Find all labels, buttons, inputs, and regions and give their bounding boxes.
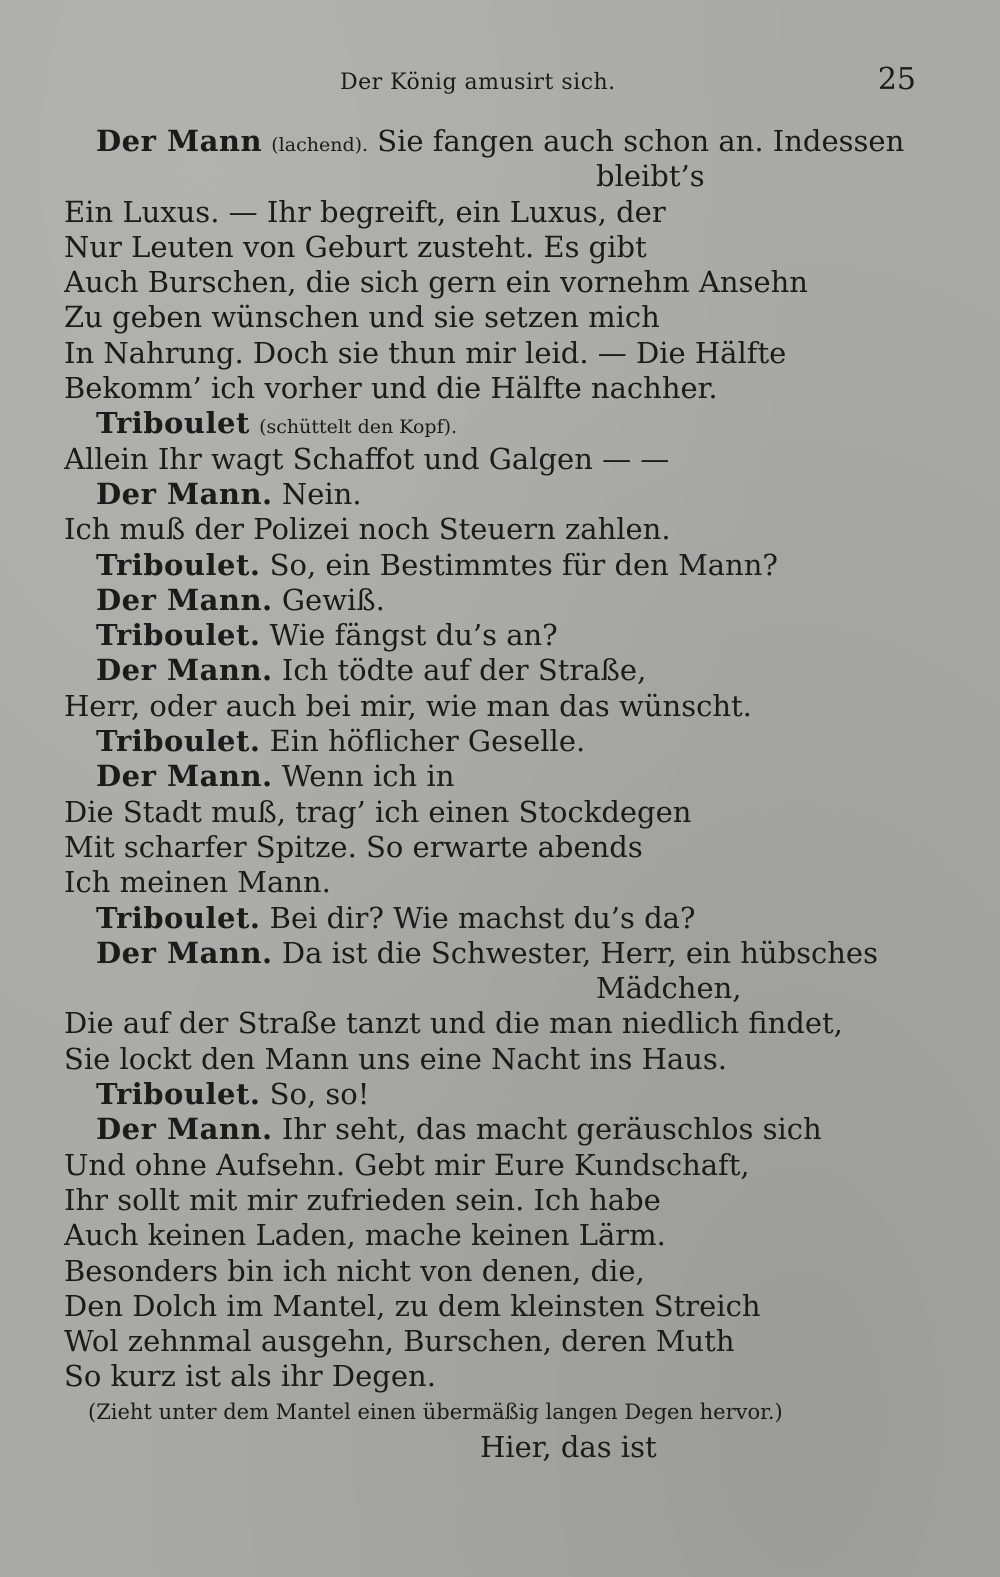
speaker-name: Triboulet. bbox=[96, 547, 261, 582]
verse-text: Mit scharfer Spitze. So erwarte abends bbox=[64, 829, 643, 864]
text-line bbox=[64, 371, 924, 406]
verse-text: (Zieht unter dem Mantel einen übermäßig langen Degen hervor.) bbox=[88, 1399, 783, 1424]
text-line bbox=[64, 1042, 924, 1077]
text-line bbox=[64, 1289, 924, 1324]
text-line bbox=[64, 1183, 924, 1218]
text-line bbox=[64, 1218, 924, 1253]
verse-text: Gewiß. bbox=[281, 582, 385, 617]
verse-text: So, so! bbox=[269, 1077, 370, 1112]
verse-text: Besonders bin ich nicht von denen, die, bbox=[64, 1253, 645, 1288]
text-line bbox=[64, 548, 924, 583]
text-line bbox=[64, 689, 924, 724]
text-line bbox=[64, 230, 924, 265]
verse-text: Bekomm’ ich vorher und die Hälfte nachher. bbox=[64, 371, 718, 406]
speaker-name: Triboulet. bbox=[96, 618, 261, 653]
text-line bbox=[64, 336, 924, 371]
text-line bbox=[64, 583, 924, 618]
verse-text: Nein. bbox=[281, 476, 362, 511]
text-line bbox=[64, 1148, 924, 1183]
speaker-name: Der Mann. bbox=[96, 1112, 273, 1147]
text-line bbox=[64, 830, 924, 865]
text-line bbox=[64, 477, 924, 512]
verse-text: Die auf der Straße tanzt und die man niedlich findet, bbox=[64, 1006, 843, 1041]
stage-direction-line bbox=[64, 1395, 924, 1430]
verse-text: Die Stadt muß, trag’ ich einen Stockdegen bbox=[64, 794, 692, 829]
verse-text: Wenn ich in bbox=[281, 759, 455, 794]
speaker-name: Triboulet. bbox=[96, 1077, 261, 1112]
page-header bbox=[0, 62, 1000, 102]
text-line bbox=[64, 265, 924, 300]
text-line bbox=[64, 1254, 924, 1289]
verse-text: Ich tödte auf der Straße, bbox=[281, 653, 647, 688]
text-line bbox=[64, 1359, 924, 1394]
text-line bbox=[64, 124, 924, 159]
speaker-name: Der Mann. bbox=[96, 476, 273, 511]
verse-text: Auch Burschen, die sich gern ein vornehm Ansehn bbox=[64, 265, 808, 300]
verse-text: Bei dir? Wie machst du’s da? bbox=[269, 900, 696, 935]
verse-text: Herr, oder auch bei mir, wie man das wünscht. bbox=[64, 688, 752, 723]
verse-text: Nur Leuten von Geburt zusteht. Es gibt bbox=[64, 229, 647, 264]
text-line bbox=[64, 159, 924, 194]
text-line bbox=[64, 795, 924, 830]
verse-text: bleibt’s bbox=[596, 159, 705, 194]
speaker-name: Der Mann. bbox=[96, 759, 273, 794]
text-line bbox=[64, 653, 924, 688]
text-line bbox=[64, 300, 924, 335]
text-line bbox=[64, 1077, 924, 1112]
page-number: 25 bbox=[877, 62, 916, 97]
play-text bbox=[64, 124, 924, 1465]
stage-direction: (lachend). bbox=[271, 134, 369, 156]
speaker-name: Triboulet. bbox=[96, 724, 261, 759]
speaker-name: Der Mann bbox=[96, 124, 263, 158]
verse-text: Ein höflicher Geselle. bbox=[269, 724, 586, 759]
speaker-name: Der Mann. bbox=[96, 582, 273, 617]
text-line bbox=[64, 724, 924, 759]
verse-text: In Nahrung. Doch sie thun mir leid. — Die Hälfte bbox=[64, 335, 787, 370]
speaker-name: Der Mann. bbox=[96, 935, 273, 970]
text-line bbox=[64, 1430, 924, 1465]
verse-text: Mädchen, bbox=[596, 971, 742, 1006]
verse-text: Sie lockt den Mann uns eine Nacht ins Haus. bbox=[64, 1041, 727, 1076]
text-line bbox=[64, 512, 924, 547]
text-line bbox=[64, 936, 924, 971]
speaker-name: Triboulet bbox=[96, 406, 250, 441]
verse-text: Ihr sollt mit mir zufrieden sein. Ich habe bbox=[64, 1182, 661, 1217]
text-line bbox=[64, 1324, 924, 1359]
text-line bbox=[64, 1112, 924, 1147]
text-line bbox=[64, 1006, 924, 1041]
text-line bbox=[64, 442, 924, 477]
text-line bbox=[64, 865, 924, 900]
verse-text: Zu geben wünschen und sie setzen mich bbox=[64, 300, 660, 335]
verse-text: Da ist die Schwester, Herr, ein hübsches bbox=[281, 935, 878, 970]
verse-text: Hier, das ist bbox=[480, 1429, 657, 1464]
verse-text: Ich muß der Polizei noch Steuern zahlen. bbox=[64, 512, 671, 547]
text-line bbox=[64, 971, 924, 1006]
verse-text: So kurz ist als ihr Degen. bbox=[64, 1359, 436, 1394]
speaker-name: Triboulet. bbox=[96, 900, 261, 935]
stage-direction: (schüttelt den Kopf). bbox=[259, 416, 458, 439]
verse-text: So, ein Bestimmtes für den Mann? bbox=[269, 547, 778, 582]
running-title: Der König amusirt sich. bbox=[340, 70, 616, 95]
speaker-name: Der Mann. bbox=[96, 653, 273, 688]
text-line bbox=[64, 901, 924, 936]
text-line bbox=[64, 618, 924, 653]
verse-text: Allein Ihr wagt Schaffot und Galgen — — bbox=[64, 441, 670, 476]
text-line bbox=[64, 195, 924, 230]
verse-text: Und ohne Aufsehn. Gebt mir Eure Kundschaft, bbox=[64, 1147, 750, 1182]
verse-text: Ihr seht, das macht geräuschlos sich bbox=[281, 1112, 822, 1147]
verse-text: Den Dolch im Mantel, zu dem kleinsten Streich bbox=[64, 1288, 761, 1323]
text-line bbox=[64, 759, 924, 794]
verse-text: Wie fängst du’s an? bbox=[269, 618, 558, 653]
verse-text: Sie fangen auch schon an. Indessen bbox=[377, 124, 905, 158]
text-line bbox=[64, 406, 924, 441]
verse-text: Auch keinen Laden, mache keinen Lärm. bbox=[64, 1218, 666, 1253]
verse-text: Ich meinen Mann. bbox=[64, 865, 331, 900]
verse-text: Ein Luxus. — Ihr begreift, ein Luxus, der bbox=[64, 194, 666, 229]
verse-text: Wol zehnmal ausgehn, Burschen, deren Muth bbox=[64, 1324, 735, 1359]
